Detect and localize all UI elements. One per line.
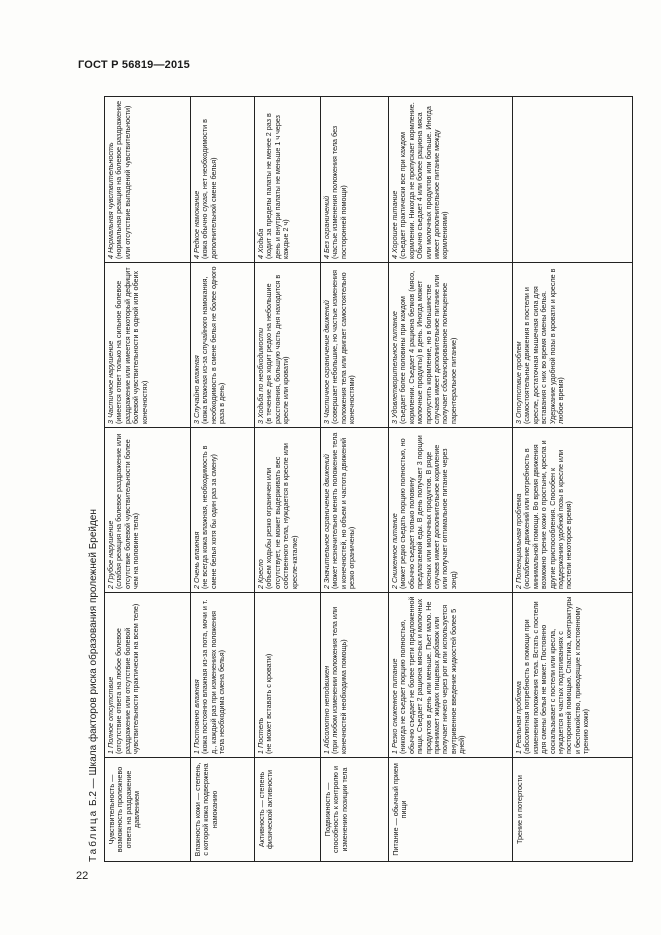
row-header: Подвижность — способность к контролю и изменению позиции тела [321,758,389,862]
table-cell [255,428,321,593]
row-header: Питание — обычный прием пищи [389,758,513,862]
table-cell [321,428,389,593]
cell-body: (имеется ответ только на сильное болевое раздражение или имеется некоторый дефицит болевой чувствительности в одной или обеих конечностях) [114,267,149,424]
cell-body: (при любом изменении положения тела или конечностей необходима помощь) [330,606,348,754]
cell-body: (слабая реакция на болевое раздражение или отсутствие болевой чувствительности более чем на половине тела) [114,433,141,589]
cell-body: (съедает более половины при каждом кормлении. Съедает 4 рациона белков (мясо, молочные продукты) в день. Иногда может пропустить кормление, но в большинстве случаев имеет дополнительное питание или получает сбалансированное полноценное парентеральное питание) [398,270,458,424]
cell-title: 1 Полное отсутствие [106,676,115,754]
table-row [389,97,513,862]
cell-title: 4 Ходьба [256,228,265,259]
cell-body: (не всегда кожа влажная, необходимость в смене белья хотя бы один раз за смену) [200,445,218,589]
page-number: 22 [76,870,89,882]
table-cell [389,263,513,428]
cell-body: (отсутствие ответа на любое болевое раздражение или отсутствие болевой чувствительности практически на всем теле) [114,603,141,754]
cell-body: (кожа обычно сухая, нет необходимости в дополнительной смене белья) [200,119,218,259]
table-cell [321,593,389,758]
cell-title: 3 Частичное нарушение [106,340,115,424]
row-header: Чувствительность — возможность пролежнево ответа на раздражение давлением [105,758,191,862]
cell-body: (ходит за пределы палаты не менее 2 раз в день и внутри палаты не меньше 1 ч через каждые 2 ч) [264,113,291,259]
table-row [105,97,191,862]
cell-title: 3 Ходьба по необходимости [256,327,265,424]
cell-title: 4 Редкое намокание [192,190,201,259]
cell-body: (может незначительно менять положение тела и конечностей, но объем и частота движений резко ограничены) [330,432,357,589]
cell-body: (кожа влажная из-за случайного намокания, необходимость в смене белья не более одного раза в день) [200,266,227,424]
table-cell [389,97,513,263]
cell-title: 1 Постоянно влажная [192,679,201,754]
table-cell [255,593,321,758]
table-cell [105,263,191,428]
cell-title: 3 Удовлетворительное питание [390,311,399,424]
cell-body: (абсолютная потребность в помощи при изменении положения тела. Встать с постели для смены белья не может. Постоянно соскальзывает с постели или кресла, нуждается в частых подтягиваниях с посторонней помощью. Спастика, контрактуры и беспокойство, приводящие к постоянному трению кожи) [522,596,591,754]
cell-body: (может редко съедать порцию полностью, но обычно съедает только половину предлагаемой еды. В день получает 3 порции мясных или молочных продуктов. В ряде случаев имеет дополнительное кормление или получает оптимальное питание через зонд) [398,435,458,589]
cell-body: (самостоятельные движения в постели и кресле, достаточная мышечная сила для вставания с них во время смены белья. Удержание удобной позы в кровати и кресле в любое время) [522,268,566,424]
table-cell [513,428,633,593]
table-cell [255,97,321,263]
cell-title: 2 Потенциальная проблема [514,493,523,589]
row-header: Активность — степень физической активности [255,758,321,862]
cell-title: 3 Отсутствие проблем [514,341,523,424]
table-row [321,97,389,862]
cell-body: (объем ходьбы резко ограничен или отсутствует, не может выдерживать вес собственного тела, нуждается в кресле или кресле-каталке) [264,443,299,589]
table-cell [321,263,389,428]
cell-body: (съедает практически все при каждом кормлении. Никогда не пропускает кормление. Обычно съедает 4 или более рациона мяса или молочных продуктов или больше. Иногда имеет дополнительное питание между кормлениями) [398,102,450,259]
table-cell [105,593,191,758]
cell-body: (совершает небольшие, но частые изменения положения тела или двигает самостоятельно конечностями) [330,269,357,424]
cell-title: 3 Частичное ограничение движений [322,300,331,424]
cell-body: (в течение дня ходит редко на небольшие расстояния, большую часть дня находится в кресле или кровати) [264,274,291,424]
cell-title: 1 Резко сниженное питание [390,658,399,754]
table-cell [191,97,255,263]
cell-title: 1 Абсолютно неподвижен [322,665,331,754]
table-cell [191,263,255,428]
table-cell [191,428,255,593]
cell-body: (кожа постоянно влажная из-за пота, мочи и т. д., каждый раз при изменениях положения тела необходима смена белья) [200,599,227,754]
table-cell [191,593,255,758]
cell-title: 4 Без ограничений [322,195,331,259]
cell-body: (ослабление движений или потребность в минимальной помощи. Во время движения возможно трение кожи о простыни, кресла и другие приспособления. Способен к поддержанию удобной позы в кресле или постели некоторое время) [522,440,574,589]
table-row [255,97,321,862]
cell-title: 2 Кресло [256,559,265,589]
cell-title: 2 Значительное ограничение движений [322,454,331,589]
row-header: Трение и потертости [513,758,633,862]
table-cell [255,263,321,428]
cell-body: (частые изменения положения тела без посторонней помощи) [330,125,348,259]
table-cell [513,263,633,428]
caption-prefix: Таблица [88,808,99,862]
table-cell [513,97,633,263]
table-cell [105,97,191,263]
table-row [513,97,633,862]
row-header: Влажность кожи — степень, с которой кожа подвержена намоканию [191,758,255,862]
table-cell [105,428,191,593]
table-cell [389,593,513,758]
cell-body: (никогда не съедает порцию полностью, обычно съедает не более трети предложенной пищи. Съедает 2 рациона мясных и молочных продуктов в день или меньше. Пьет мало. Не принимает жидких пищевых добавок или получает ничего через рот или используется внутривенное введение жидкостей более 5 дней) [398,596,467,754]
cell-title: 4 Нормальная чувствительность [106,142,115,259]
table-row [191,97,255,862]
table-cell [513,593,633,758]
table-cell [321,97,389,263]
table-caption [88,509,99,862]
caption-text: Б.2 — Шкала факторов риска образования пролежней Брейден [88,509,99,809]
braden-scale-table [104,96,633,862]
cell-title: 4 Хорошее питание [390,190,399,259]
rotated-table-block [88,97,623,862]
cell-body: (нормальная реакция на болевое раздражение или отсутствие выпадений чувствительности) [114,100,132,259]
cell-title: 1 Постель [256,717,265,754]
table-cell [389,428,513,593]
cell-title: 2 Очень влажная [192,531,201,589]
cell-title: 2 Грубое нарушение [106,520,115,589]
document-header: ГОСТ Р 56819—2015 [78,59,190,71]
cell-title: 1 Реальная проблема [514,681,523,754]
cell-title: 2 Сниженное питание [390,513,399,589]
cell-title: 3 Случайно влажная [192,355,201,424]
cell-body: (не может вставать с кровати) [264,653,274,754]
